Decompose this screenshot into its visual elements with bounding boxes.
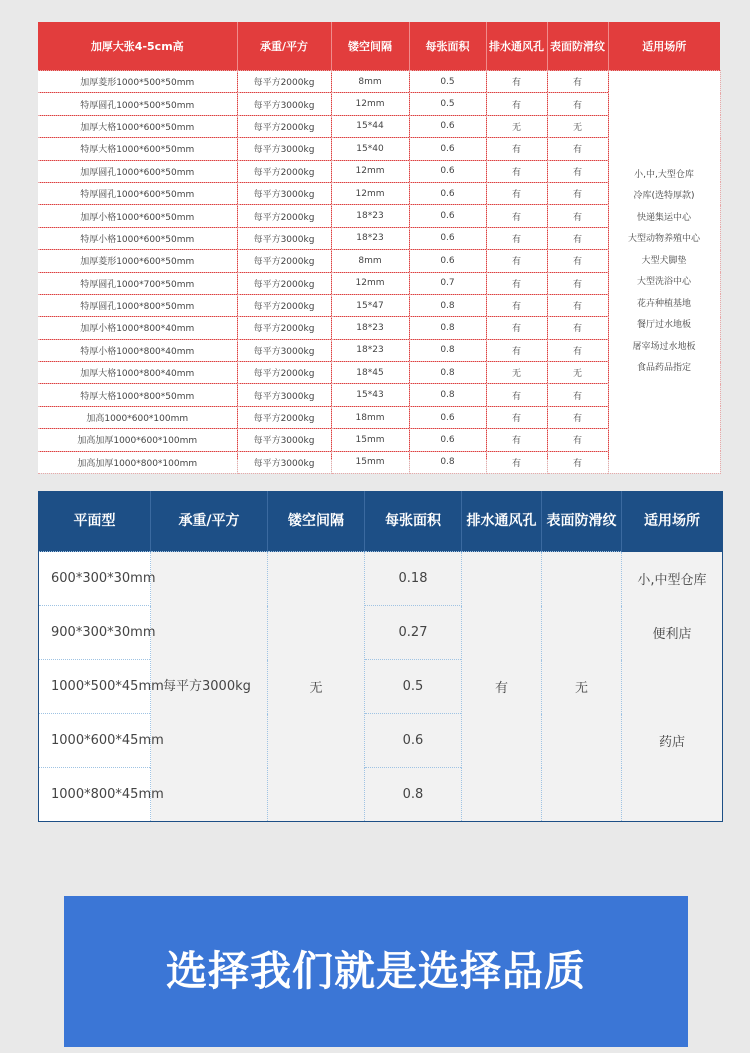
model-cell: 加厚小格1000*800*40mm [38, 317, 237, 339]
table-row [39, 552, 723, 606]
table-row [38, 71, 720, 93]
area-cell: 0.8 [409, 362, 486, 384]
antislip-cell: 有 [547, 138, 608, 160]
antislip-cell: 有 [547, 250, 608, 272]
table-thick-large [38, 22, 721, 474]
drain-cell: 有 [486, 317, 547, 339]
header-drain: 排水通风孔 [462, 492, 542, 552]
model-cell: 特厚圆孔1000*500*50mm [38, 93, 237, 115]
area-cell: 0.27 [365, 606, 462, 660]
model-cell: 加厚菱形1000*600*50mm [38, 250, 237, 272]
area-cell: 0.6 [409, 250, 486, 272]
antislip-cell: 无 [542, 552, 622, 822]
model-cell: 特厚圆孔1000*700*50mm [38, 272, 237, 294]
model-cell: 特厚大格1000*800*50mm [38, 384, 237, 406]
load-cell: 每平方3000kg [237, 182, 331, 204]
antislip-cell: 有 [547, 227, 608, 249]
gap-cell: 18mm [331, 406, 409, 428]
size-cell: 600*300*30mm [39, 552, 151, 606]
antislip-cell: 有 [547, 272, 608, 294]
load-cell: 每平方2000kg [237, 205, 331, 227]
area-cell: 0.6 [409, 115, 486, 137]
header-model: 加厚大张4-5cm高 [38, 22, 237, 71]
model-cell: 特厚大格1000*600*50mm [38, 138, 237, 160]
header-area: 每张面积 [365, 492, 462, 552]
area-cell: 0.5 [409, 71, 486, 93]
gap-cell: 15*44 [331, 115, 409, 137]
model-cell: 特厚圆孔1000*800*50mm [38, 294, 237, 316]
header-antislip: 表面防滑纹 [542, 492, 622, 552]
model-cell: 加高加厚1000*600*100mm [38, 429, 237, 451]
drain-cell: 有 [486, 205, 547, 227]
uses-cell [608, 71, 720, 474]
use-item: 大型洗浴中心 [636, 277, 691, 288]
header-flat-type: 平面型 [39, 492, 151, 552]
model-cell: 加厚菱形1000*500*50mm [38, 71, 237, 93]
use-item: 小,中,大型仓库 [634, 169, 694, 180]
header-gap: 镂空间隔 [331, 22, 409, 71]
header-load: 承重/平方 [151, 492, 268, 552]
use-cell: 便利店 [622, 606, 723, 660]
model-cell: 加厚大格1000*600*50mm [38, 115, 237, 137]
product-table-flat [38, 491, 723, 822]
load-cell: 每平方3000kg [237, 93, 331, 115]
antislip-cell: 有 [547, 182, 608, 204]
header-antislip: 表面防滑纹 [547, 22, 608, 71]
load-cell: 每平方3000kg [237, 384, 331, 406]
antislip-cell: 有 [547, 339, 608, 361]
model-cell: 加高加厚1000*800*100mm [38, 451, 237, 473]
area-cell: 0.6 [409, 205, 486, 227]
gap-cell: 15mm [331, 429, 409, 451]
area-cell: 0.5 [365, 660, 462, 714]
use-item: 快递集运中心 [636, 212, 691, 223]
use-item: 餐厅过水地板 [636, 320, 691, 331]
header-uses: 适用场所 [622, 492, 723, 552]
area-cell: 0.6 [409, 160, 486, 182]
antislip-cell: 无 [547, 362, 608, 384]
use-item: 食品药品指定 [636, 363, 691, 374]
gap-cell: 18*23 [331, 227, 409, 249]
load-cell: 每平方2000kg [237, 294, 331, 316]
load-cell: 每平方2000kg [237, 317, 331, 339]
drain-cell: 有 [486, 429, 547, 451]
drain-cell: 有 [486, 406, 547, 428]
size-cell: 1000*600*45mm [39, 714, 151, 768]
area-cell: 0.6 [409, 429, 486, 451]
table-header-row [38, 22, 720, 71]
area-cell: 0.8 [409, 294, 486, 316]
header-load: 承重/平方 [237, 22, 331, 71]
model-cell: 特厚小格1000*800*40mm [38, 339, 237, 361]
use-item: 花卉种植基地 [636, 298, 691, 309]
area-cell: 0.6 [409, 406, 486, 428]
header-gap: 镂空间隔 [268, 492, 365, 552]
model-cell: 加厚小格1000*600*50mm [38, 205, 237, 227]
area-cell: 0.8 [409, 451, 486, 473]
gap-cell: 18*23 [331, 317, 409, 339]
area-cell: 0.6 [409, 182, 486, 204]
model-cell: 特厚圆孔1000*600*50mm [38, 182, 237, 204]
use-item: 大型犬脚垫 [641, 255, 687, 266]
load-cell: 每平方3000kg [237, 451, 331, 473]
antislip-cell: 有 [547, 384, 608, 406]
antislip-cell: 有 [547, 160, 608, 182]
size-cell: 1000*800*45mm [39, 768, 151, 822]
load-cell: 每平方2000kg [237, 250, 331, 272]
antislip-cell: 无 [547, 115, 608, 137]
drain-cell: 无 [486, 362, 547, 384]
load-cell: 每平方2000kg [237, 160, 331, 182]
load-cell: 每平方2000kg [237, 406, 331, 428]
model-cell: 特厚小格1000*600*50mm [38, 227, 237, 249]
gap-cell: 无 [268, 552, 365, 822]
table-header-row [39, 492, 723, 552]
antislip-cell: 有 [547, 205, 608, 227]
drain-cell: 有 [486, 272, 547, 294]
size-cell: 1000*500*45mm [39, 660, 151, 714]
load-cell: 每平方2000kg [237, 362, 331, 384]
header-uses: 适用场所 [642, 39, 687, 53]
load-cell: 每平方3000kg [237, 138, 331, 160]
size-cell: 900*300*30mm [39, 606, 151, 660]
antislip-cell: 有 [547, 429, 608, 451]
gap-cell: 12mm [331, 272, 409, 294]
drain-cell: 有 [486, 160, 547, 182]
load-cell: 每平方2000kg [237, 115, 331, 137]
gap-cell: 12mm [331, 93, 409, 115]
use-cell: 药店 [622, 660, 723, 822]
use-cell: 小,中型仓库 [622, 552, 723, 606]
area-cell: 0.8 [365, 768, 462, 822]
quality-banner [64, 896, 688, 1047]
drain-cell: 有 [486, 294, 547, 316]
area-cell: 0.7 [409, 272, 486, 294]
area-cell: 0.8 [409, 339, 486, 361]
antislip-cell: 有 [547, 93, 608, 115]
product-table-thick [38, 22, 720, 469]
header-area: 每张面积 [409, 22, 486, 71]
drain-cell: 有 [486, 71, 547, 93]
antislip-cell: 有 [547, 71, 608, 93]
antislip-cell: 有 [547, 294, 608, 316]
use-item: 大型动物养殖中心 [627, 234, 700, 245]
model-cell: 加厚大格1000*800*40mm [38, 362, 237, 384]
gap-cell: 15*40 [331, 138, 409, 160]
drain-cell: 有 [486, 182, 547, 204]
drain-cell: 有 [486, 339, 547, 361]
load-cell: 每平方3000kg [151, 552, 268, 822]
drain-cell: 有 [486, 138, 547, 160]
load-cell: 每平方2000kg [237, 272, 331, 294]
drain-cell: 无 [486, 115, 547, 137]
load-cell: 每平方3000kg [237, 429, 331, 451]
area-cell: 0.18 [365, 552, 462, 606]
header-drain: 排水通风孔 [486, 22, 547, 71]
gap-cell: 18*45 [331, 362, 409, 384]
gap-cell: 8mm [331, 250, 409, 272]
gap-cell: 15*47 [331, 294, 409, 316]
area-cell: 0.8 [409, 384, 486, 406]
load-cell: 每平方3000kg [237, 339, 331, 361]
antislip-cell: 有 [547, 406, 608, 428]
banner-text: 选择我们就是选择品质 [166, 947, 586, 995]
gap-cell: 15mm [331, 451, 409, 473]
gap-cell: 18*23 [331, 205, 409, 227]
drain-cell: 有 [486, 93, 547, 115]
model-cell: 加高1000*600*100mm [38, 406, 237, 428]
drain-cell: 有 [486, 227, 547, 249]
gap-cell: 18*23 [331, 339, 409, 361]
area-cell: 0.8 [409, 317, 486, 339]
area-cell: 0.5 [409, 93, 486, 115]
drain-cell: 有 [486, 451, 547, 473]
drain-cell: 有 [486, 384, 547, 406]
model-cell: 加厚圆孔1000*600*50mm [38, 160, 237, 182]
drain-cell: 有 [462, 552, 542, 822]
antislip-cell: 有 [547, 451, 608, 473]
gap-cell: 12mm [331, 160, 409, 182]
area-cell: 0.6 [365, 714, 462, 768]
gap-cell: 12mm [331, 182, 409, 204]
area-cell: 0.6 [409, 138, 486, 160]
load-cell: 每平方3000kg [237, 227, 331, 249]
drain-cell: 有 [486, 250, 547, 272]
gap-cell: 15*43 [331, 384, 409, 406]
antislip-cell: 有 [547, 317, 608, 339]
gap-cell: 8mm [331, 71, 409, 93]
area-cell: 0.6 [409, 227, 486, 249]
load-cell: 每平方2000kg [237, 71, 331, 93]
use-item: 冷库(选特厚款) [633, 191, 695, 202]
use-item: 屠宰场过水地板 [632, 341, 696, 352]
